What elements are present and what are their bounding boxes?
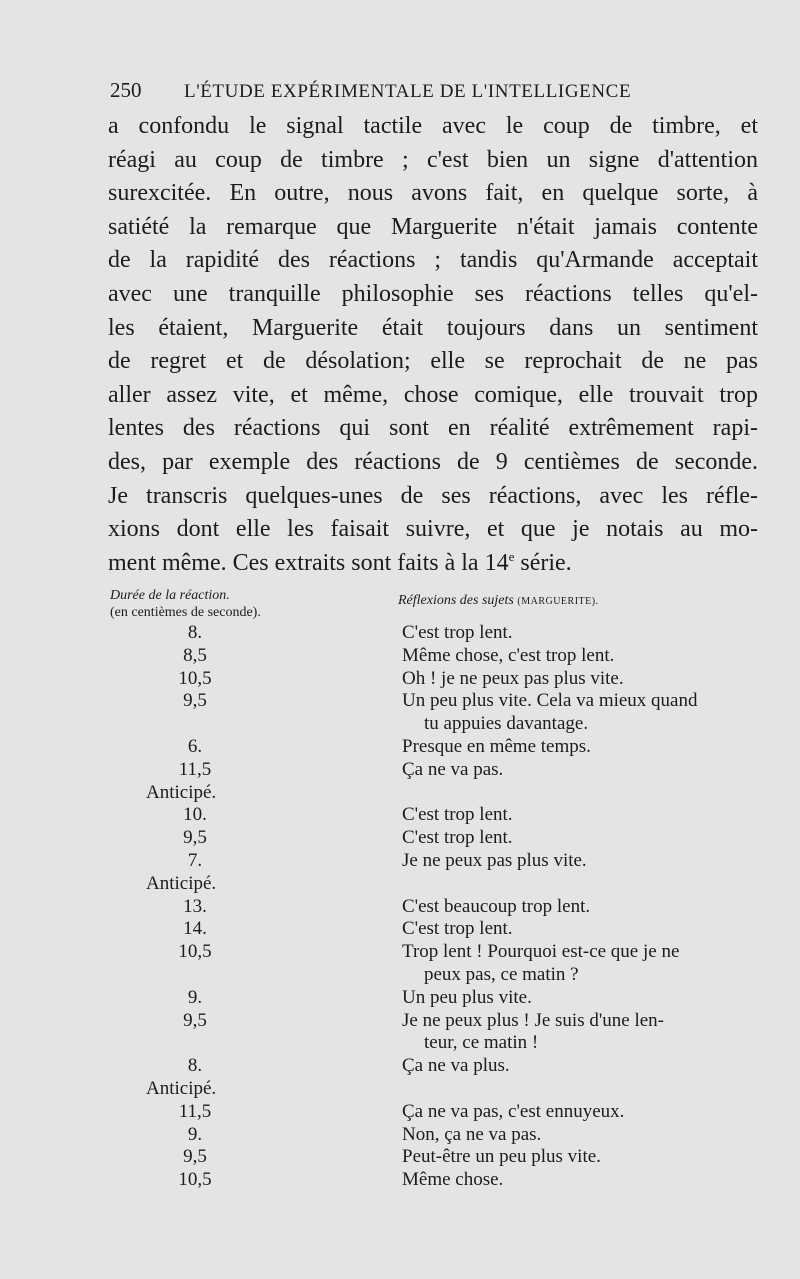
reaction-duration: 10,5 bbox=[178, 1169, 212, 1191]
reaction-duration: 11,5 bbox=[178, 758, 212, 780]
reaction-duration: 9,5 bbox=[183, 690, 207, 712]
table-row bbox=[110, 690, 760, 736]
reflection-text: C'est beaucoup trop lent. bbox=[402, 895, 591, 917]
reflection-text: C'est trop lent. bbox=[402, 827, 513, 849]
reaction-duration: 9,5 bbox=[183, 1146, 207, 1168]
page-number: 250 bbox=[110, 78, 142, 102]
reflection-text: C'est trop lent. bbox=[402, 918, 513, 940]
table-row bbox=[110, 941, 760, 987]
reflection-text: Même chose, c'est trop lent. bbox=[402, 644, 615, 666]
reflection-text: Ça ne va plus. bbox=[402, 1055, 510, 1077]
reaction-reflection bbox=[402, 804, 752, 827]
last-line-end: série. bbox=[514, 549, 572, 576]
reaction-duration: 10,5 bbox=[178, 941, 212, 963]
table-row bbox=[110, 1124, 760, 1147]
running-title: L'ÉTUDE EXPÉRIMENTALE DE L'INTELLIGENCE bbox=[184, 81, 632, 102]
reaction-duration: Anticipé. bbox=[146, 1077, 217, 1099]
reaction-duration: 9. bbox=[187, 1123, 203, 1145]
table-row bbox=[110, 622, 760, 645]
table-row bbox=[110, 804, 760, 827]
reflection-text: Presque en même temps. bbox=[402, 735, 591, 757]
reflection-header-title: Réflexions des sujets bbox=[398, 593, 514, 608]
ordinal-superscript: e bbox=[508, 548, 515, 564]
table-row bbox=[110, 1101, 760, 1124]
reaction-duration: 14. bbox=[183, 918, 207, 940]
reflection-continuation: teur, ce matin ! bbox=[424, 1032, 539, 1054]
reaction-reflection bbox=[402, 827, 752, 850]
paragraph-line: xions dont elle les faisait suivre, et que je notais au mo- bbox=[108, 516, 758, 543]
paragraph-line: de la rapidité des réactions ; tandis qu'Armande acceptait bbox=[108, 247, 758, 274]
reflection-header-subject: (MARGUERITE). bbox=[517, 596, 599, 607]
reaction-duration: 8. bbox=[187, 622, 203, 643]
reaction-duration: 8. bbox=[187, 1055, 203, 1077]
reflection-text: Je ne peux plus ! Je suis d'une len- bbox=[402, 1009, 664, 1031]
reflection-text: Un peu plus vite. Cela va mieux quand bbox=[402, 690, 698, 712]
reaction-reflection bbox=[402, 622, 752, 645]
reaction-reflection bbox=[402, 668, 752, 691]
table-row bbox=[110, 645, 760, 668]
reflection-text: Peut-être un peu plus vite. bbox=[402, 1146, 601, 1168]
reaction-duration: 9. bbox=[187, 986, 203, 1008]
reaction-table bbox=[110, 622, 760, 1192]
reaction-duration: 13. bbox=[183, 895, 207, 917]
reflection-text: Même chose. bbox=[402, 1169, 504, 1191]
reaction-duration: Anticipé. bbox=[146, 872, 217, 894]
table-row bbox=[110, 850, 760, 873]
reaction-reflection bbox=[402, 736, 752, 759]
reflection-column-header bbox=[398, 593, 599, 609]
running-header bbox=[110, 78, 700, 103]
reaction-reflection bbox=[402, 1146, 752, 1169]
reaction-reflection bbox=[402, 690, 752, 736]
table-row bbox=[110, 918, 760, 941]
table-row bbox=[110, 668, 760, 691]
reaction-reflection bbox=[402, 896, 752, 919]
reaction-reflection bbox=[402, 1101, 752, 1124]
duration-header-unit: (en centièmes de seconde). bbox=[110, 605, 261, 620]
reaction-reflection bbox=[402, 645, 752, 668]
reaction-reflection bbox=[402, 850, 752, 873]
duration-header-title: Durée de la réaction. bbox=[110, 588, 230, 603]
table-row bbox=[110, 759, 760, 782]
reaction-duration: 8,5 bbox=[183, 644, 207, 666]
reaction-reflection bbox=[402, 759, 752, 782]
reaction-reflection bbox=[402, 1055, 752, 1078]
table-row bbox=[110, 1055, 760, 1078]
paragraph-line: des, par exemple des réactions de 9 centièmes de seconde. bbox=[108, 448, 758, 475]
reaction-duration: 10,5 bbox=[178, 667, 212, 689]
paragraph-last-line bbox=[108, 547, 758, 581]
reflection-text: Trop lent ! Pourquoi est-ce que je ne bbox=[402, 941, 680, 963]
reaction-reflection bbox=[402, 918, 752, 941]
paragraph-line: aller assez vite, et même, chose comique, elle trouvait trop bbox=[108, 381, 758, 408]
reaction-reflection bbox=[402, 1124, 752, 1147]
table-row bbox=[110, 1078, 760, 1101]
reflection-text: Je ne peux pas plus vite. bbox=[402, 849, 587, 871]
table-row bbox=[110, 873, 760, 896]
paragraph-line: lentes des réactions qui sont en réalité extrêmement rapi- bbox=[108, 415, 758, 442]
paragraph-line: satiété la remarque que Marguerite n'était jamais contente bbox=[108, 213, 758, 240]
table-row bbox=[110, 896, 760, 919]
last-line-text: ment même. Ces extraits sont faits à la 14 bbox=[108, 549, 509, 576]
body-paragraph bbox=[108, 110, 758, 580]
reflection-text: Oh ! je ne peux pas plus vite. bbox=[402, 667, 624, 689]
reaction-duration: 11,5 bbox=[178, 1100, 212, 1122]
reflection-text: Ça ne va pas. bbox=[402, 758, 504, 780]
reaction-duration: Anticipé. bbox=[146, 781, 217, 803]
table-row bbox=[110, 782, 760, 805]
paragraph-line: avec une tranquille philosophie ses réactions telles qu'el- bbox=[108, 280, 758, 307]
reflection-text: Non, ça ne va pas. bbox=[402, 1123, 542, 1145]
reflection-text: Un peu plus vite. bbox=[402, 986, 532, 1008]
table-row bbox=[110, 827, 760, 850]
table-row bbox=[110, 736, 760, 759]
reaction-duration: 9,5 bbox=[183, 1009, 207, 1031]
reaction-reflection bbox=[402, 987, 752, 1010]
table-row bbox=[110, 987, 760, 1010]
paragraph-line: Je transcris quelques-unes de ses réactions, avec les réfle- bbox=[108, 482, 758, 509]
reaction-reflection bbox=[402, 1010, 752, 1056]
paragraph-line: réagi au coup de timbre ; c'est bien un signe d'attention bbox=[108, 146, 758, 173]
paragraph-line: a confondu le signal tactile avec le coup de timbre, et bbox=[108, 113, 758, 139]
reaction-duration: 10. bbox=[183, 804, 207, 826]
reflection-continuation: tu appuies davantage. bbox=[424, 713, 589, 735]
reflection-text: C'est trop lent. bbox=[402, 622, 513, 643]
reflection-text: Ça ne va pas, c'est ennuyeux. bbox=[402, 1100, 625, 1122]
reaction-duration: 6. bbox=[187, 735, 203, 757]
reaction-duration: 9,5 bbox=[183, 827, 207, 849]
reflection-continuation: peux pas, ce matin ? bbox=[424, 963, 579, 985]
paragraph-line: les étaient, Marguerite était toujours dans un sentiment bbox=[108, 314, 758, 341]
paragraph-line: surexcitée. En outre, nous avons fait, en quelque sorte, à bbox=[108, 180, 758, 207]
reaction-duration: 7. bbox=[187, 849, 203, 871]
reaction-reflection bbox=[402, 941, 752, 987]
reaction-reflection bbox=[402, 1169, 752, 1192]
paragraph-line: de regret et de désolation; elle se reprochait de ne pas bbox=[108, 348, 758, 375]
reflection-text: C'est trop lent. bbox=[402, 804, 513, 826]
table-row bbox=[110, 1010, 760, 1056]
duration-column-header bbox=[110, 587, 310, 621]
table-row bbox=[110, 1146, 760, 1169]
table-row bbox=[110, 1169, 760, 1192]
